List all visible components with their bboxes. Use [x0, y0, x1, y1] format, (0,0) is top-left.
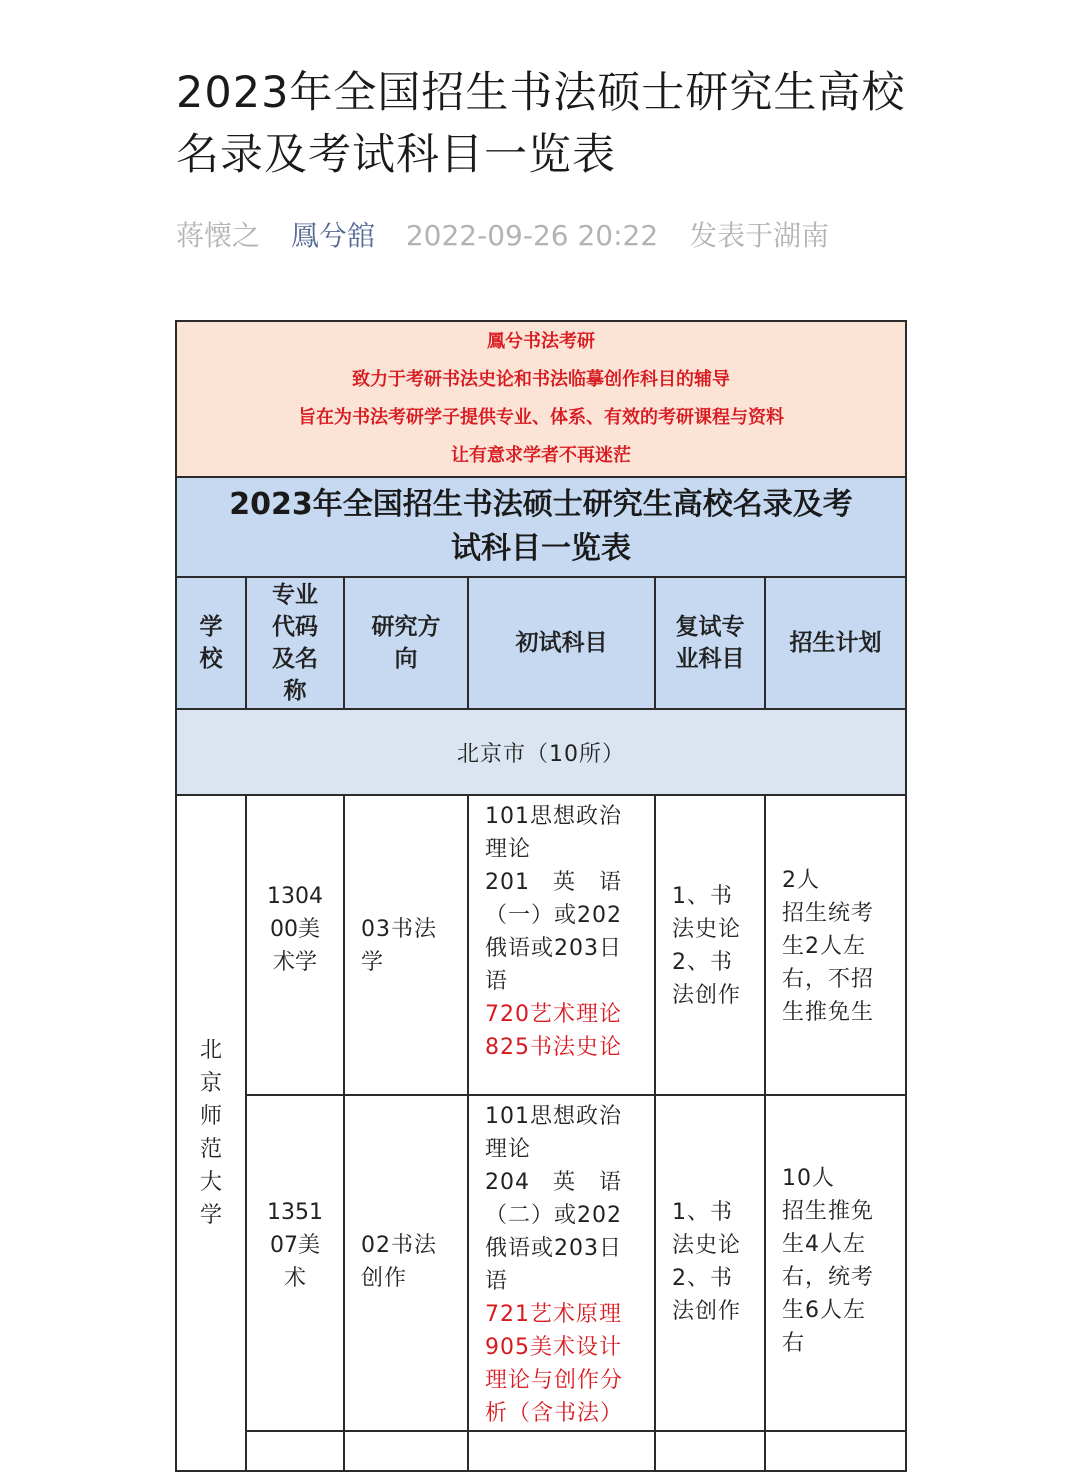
empty-cell — [655, 1431, 765, 1471]
empty-cell — [246, 1431, 344, 1471]
school-name: 北 京 师 范 大 学 — [176, 795, 246, 1471]
major-cell: 1351 07美 术 — [246, 1095, 344, 1431]
table-row — [176, 795, 906, 1095]
region-label: 北京市（10所） — [176, 709, 906, 795]
publish-location: 发表于湖南 — [689, 219, 830, 252]
header-major: 专业 代码 及名 称 — [246, 577, 344, 709]
article-title: 2023年全国招生书法硕士研究生高校名录及考试科目一览表 — [176, 68, 906, 180]
table-title-line: 试科目一览表 — [451, 531, 632, 566]
plan-cell: 10人 招生推免 生4人左 右，统考 生6人左 右 — [765, 1095, 906, 1431]
header-retest: 复试专 业科目 — [655, 577, 765, 709]
account-name[interactable]: 鳳兮舘 — [290, 219, 375, 252]
table-title-line: 2023年全国招生书法硕士研究生高校名录及考 — [229, 487, 853, 522]
publish-datetime: 2022-09-26 20:22 — [405, 219, 659, 252]
promo-line: 致力于考研书法史论和书法临摹创作科目的辅导 — [352, 369, 731, 390]
header-direction: 研究方 向 — [344, 577, 468, 709]
table-header-row — [176, 577, 906, 709]
table-title — [176, 477, 906, 577]
header-school: 学 校 — [176, 577, 246, 709]
retest-cell: 1、书 法史论 2、书 法创作 — [655, 795, 765, 1095]
direction-cell: 02书法 创作 — [344, 1095, 468, 1431]
table-row — [176, 1095, 906, 1431]
empty-cell — [765, 1431, 906, 1471]
plan-cell: 2人 招生统考 生2人左 右，不招 生推免生 — [765, 795, 906, 1095]
direction-cell: 03书法 学 — [344, 795, 468, 1095]
retest-cell: 1、书 法史论 2、书 法创作 — [655, 1095, 765, 1431]
table-row-partial — [176, 1431, 906, 1471]
exam-cell: 101思想政治 理论 204 英 语 （二）或202 俄语或203日 语 721艺术原理 905美术设计 理论与创作分 析（含书法） — [468, 1095, 655, 1431]
promo-line: 鳳兮书法考研 — [487, 331, 596, 352]
major-cell: 1304 00美 术学 — [246, 795, 344, 1095]
exam-cell: 101思想政治 理论 201 英 语 （一）或202 俄语或203日 语 720艺术理论 825书法史论 — [468, 795, 655, 1095]
promo-line: 旨在为书法考研学子提供专业、体系、有效的考研课程与资料 — [298, 407, 785, 428]
empty-cell — [344, 1431, 468, 1471]
header-exam: 初试科目 — [468, 577, 655, 709]
header-plan: 招生计划 — [765, 577, 906, 709]
article-meta — [176, 214, 936, 254]
empty-cell — [468, 1431, 655, 1471]
promo-line: 让有意求学者不再迷茫 — [451, 445, 632, 466]
author-name[interactable]: 蒋懐之 — [176, 219, 261, 252]
enrollment-table — [175, 320, 907, 1472]
promo-banner — [176, 321, 906, 477]
